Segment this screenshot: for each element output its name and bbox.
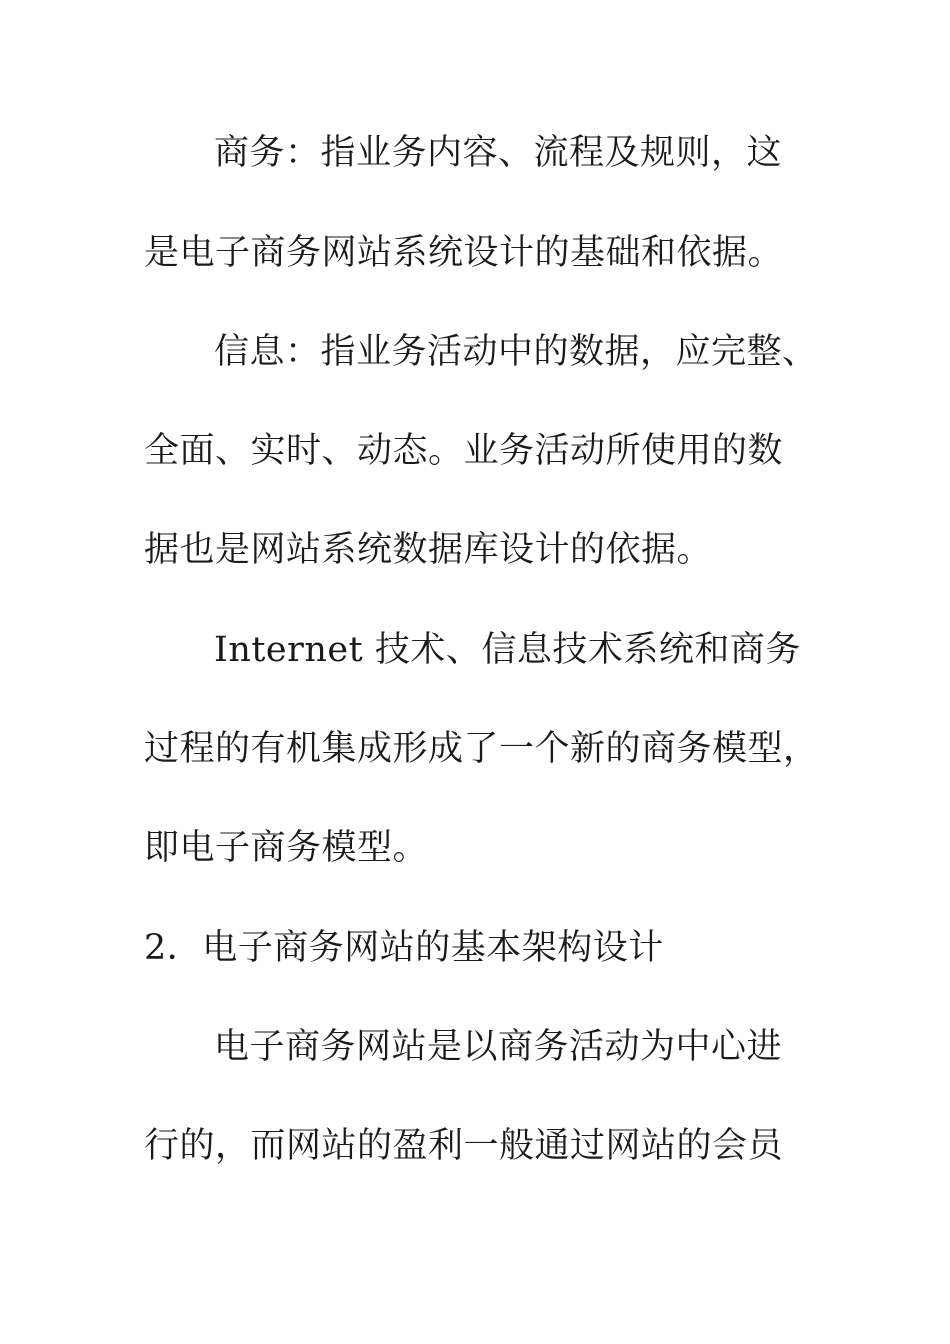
paragraph-information-line-2: 全面、实时、动态。业务活动所使用的数 [144,431,784,471]
paragraph-internet-line-3: 即电子商务模型。 [144,828,429,868]
paragraph-internet-line-1: Internet 技术、信息技术系统和商务 [214,630,801,670]
paragraph-information-line-1: 信息：指业务活动中的数据，应完整、 [214,332,818,372]
paragraph-internet-line-2: 过程的有机集成形成了一个新的商务模型， [144,729,819,769]
paragraph-site-line-2: 行的，而网站的盈利一般通过网站的会员 [144,1126,784,1166]
paragraph-commerce-line-2: 是电子商务网站系统设计的基础和依据。 [144,233,784,273]
paragraph-site-line-1: 电子商务网站是以商务活动为中心进 [214,1027,783,1067]
paragraph-information-line-3: 据也是网站系统数据库设计的依据。 [144,530,713,570]
section-heading: 2．电子商务网站的基本架构设计 [144,928,664,968]
paragraph-commerce-line-1: 商务：指业务内容、流程及规则，这 [214,133,783,173]
